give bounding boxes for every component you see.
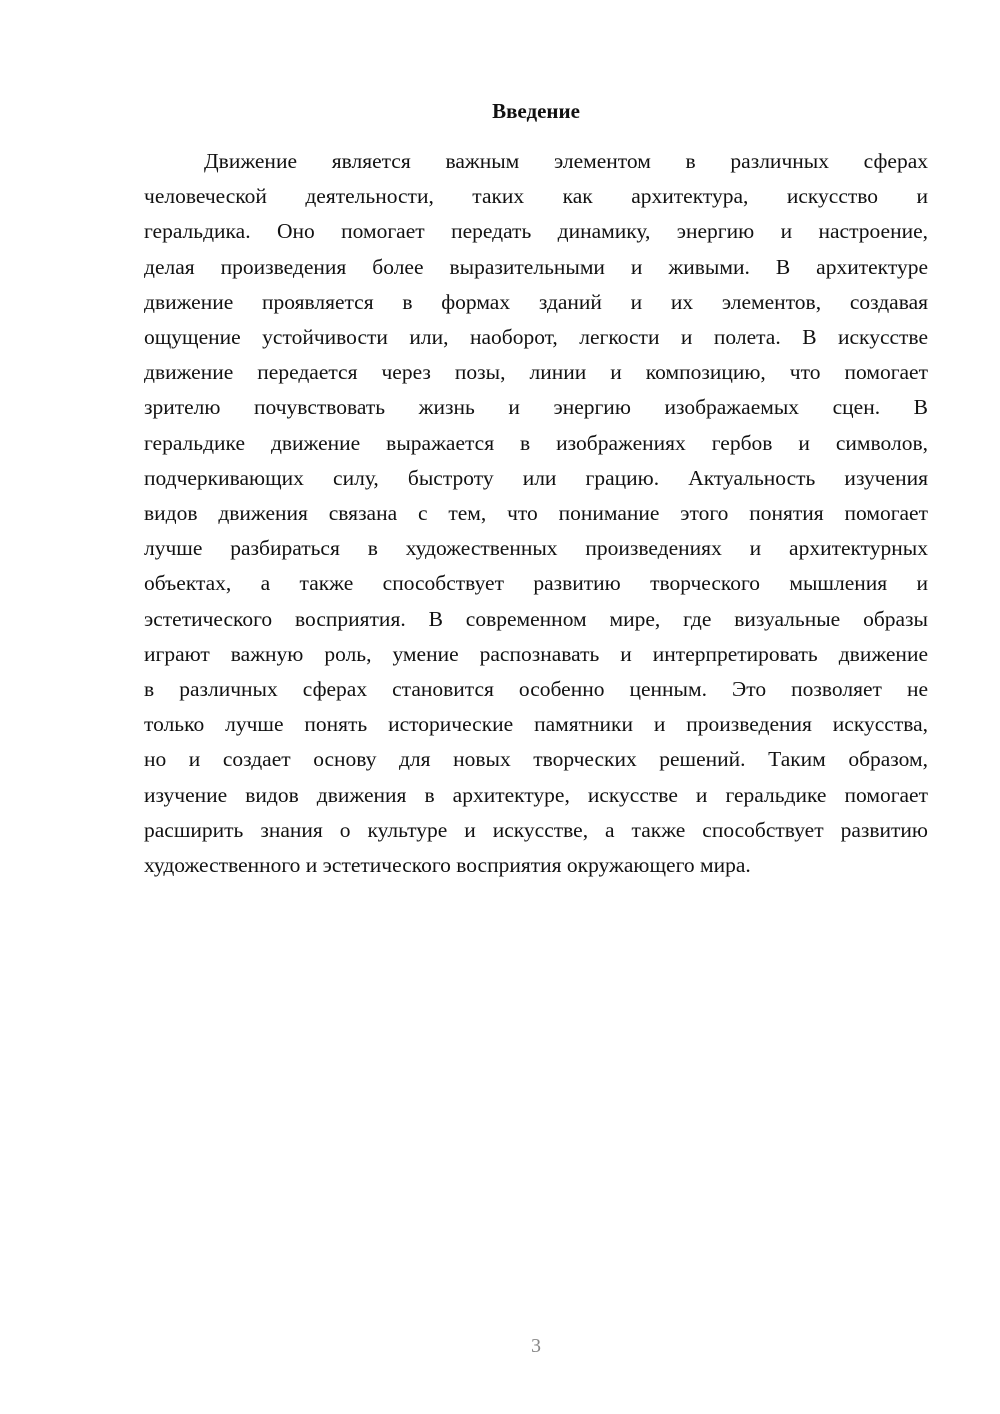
paragraph-line: объектах, а также способствует развитию творческого мышления и [144,571,928,596]
paragraph-line: движение проявляется в формах зданий и их элементов, создавая [144,289,928,314]
paragraph-line: видов движения связана с тем, что понимание этого понятия помогает [144,501,928,526]
paragraph-line: в различных сферах становится особенно ценным. Это позволяет не [144,677,928,702]
paragraph-line: подчеркивающих силу, быстроту или грацию. Актуальность изучения [144,465,928,490]
paragraph-line: лучше разбираться в художественных произведениях и архитектурных [144,536,928,561]
body-paragraph [144,144,928,883]
paragraph-line: но и создает основу для новых творческих решений. Таким образом, [144,747,928,772]
paragraph-line: Движение является важным элементом в различных сферах [204,149,928,173]
paragraph-line: движение передается через позы, линии и композицию, что помогает [144,360,928,385]
paragraph-line: ощущение устойчивости или, наоборот, легкости и полета. В искусстве [144,325,928,350]
paragraph-line: геральдике движение выражается в изображениях гербов и символов, [144,430,928,455]
page-number: 3 [531,1335,541,1357]
paragraph-line: расширить знания о культуре и искусстве, а также способствует развитию [144,817,928,842]
paragraph-line: геральдика. Оно помогает передать динамику, энергию и настроение, [144,219,928,244]
paragraph-line: только лучше понять исторические памятники и произведения искусства, [144,712,928,737]
paragraph-line: зрителю почувствовать жизнь и энергию изображаемых сцен. В [144,395,928,420]
paragraph-line: играют важную роль, умение распознавать и интерпретировать движение [144,641,928,666]
paragraph-line: человеческой деятельности, таких как архитектура, искусство и [144,184,928,209]
paragraph-line: изучение видов движения в архитектуре, искусстве и геральдике помогает [144,782,928,807]
page-title: Введение [492,99,580,123]
paragraph-line: художественного и эстетического восприятия окружающего мира. [144,853,751,878]
paragraph-line: эстетического восприятия. В современном мире, где визуальные образы [144,606,928,631]
paragraph-line: делая произведения более выразительными и живыми. В архитектуре [144,254,928,279]
